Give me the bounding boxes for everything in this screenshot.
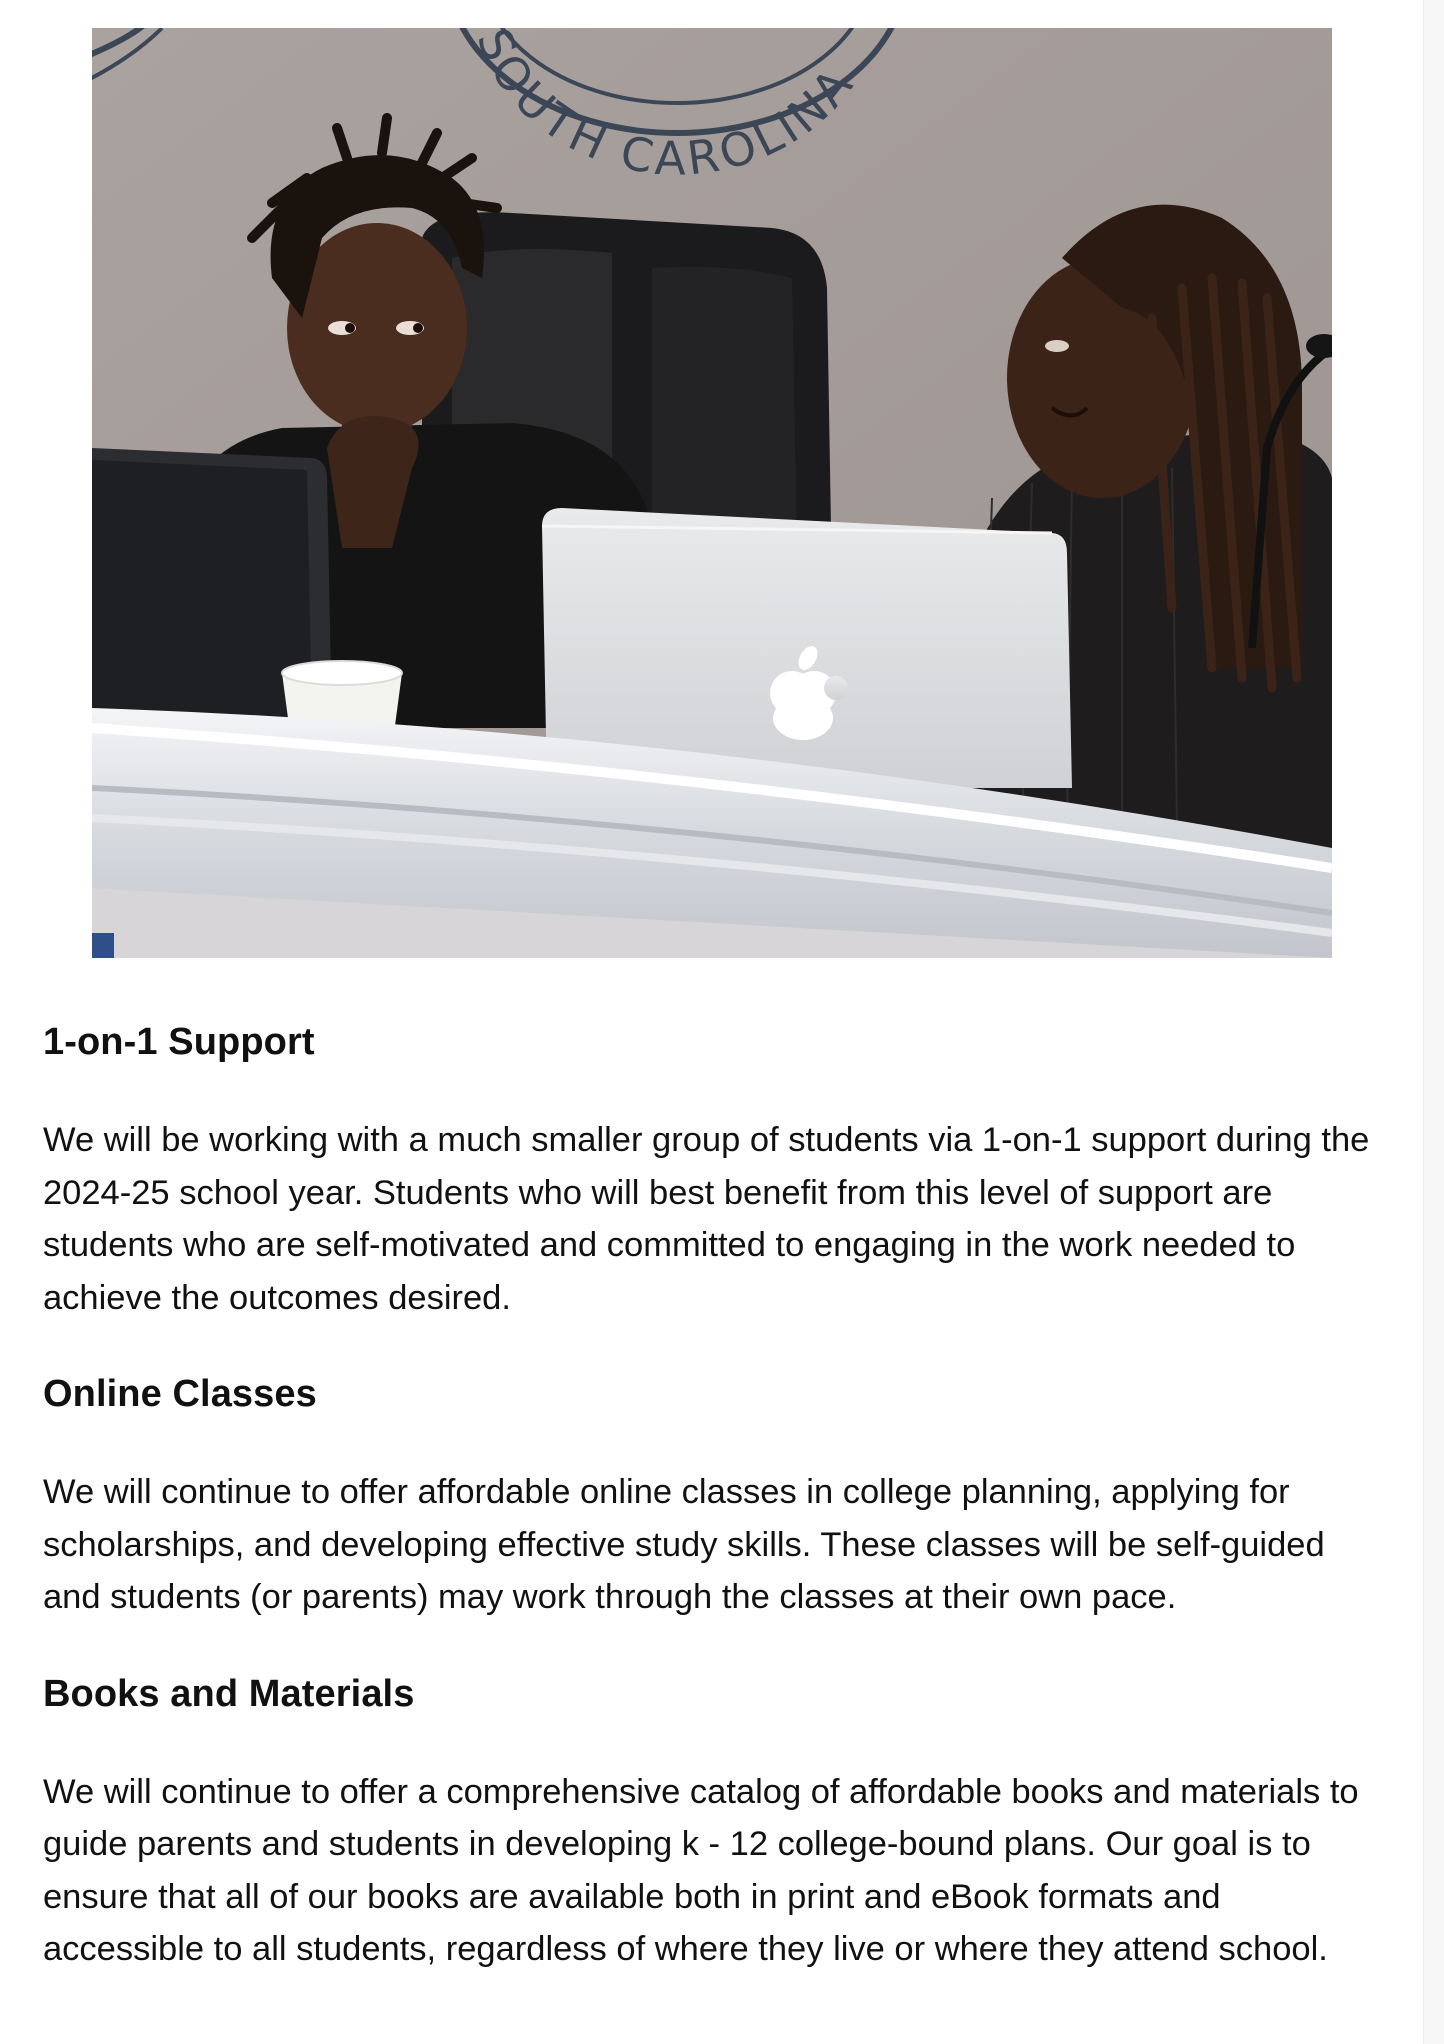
section-online-classes	[43, 1362, 1383, 1662]
section-body: We will continue to offer affordable online classes in college planning, applying for scholarships, and developing effective study skills. These classes will be self-guided and students (or parents) may work through the classes at their own pace.	[43, 1473, 1325, 1616]
section-body: We will be working with a much smaller group of students via 1-on-1 support during the 2024-25 school year. Students who will best benefit from this level of support are students who are self-motivated and committed to engaging in the work needed to achieve the outcomes desired.	[43, 1121, 1370, 1317]
section-body: We will continue to offer a comprehensive catalog of affordable books and materials to guide parents and students in developing k - 12 college-bound plans. Our goal is to ensure that all of our books are available both in print and eBook formats and accessible to all students, regardless of where they live or where they attend school.	[43, 1772, 1359, 1968]
section-1on1-support	[43, 1010, 1383, 1362]
section-heading: Books and Materials	[43, 1672, 415, 1715]
hero-photo	[92, 28, 1332, 958]
section-heading: Online Classes	[43, 1373, 317, 1415]
seal-text: SOUTH CAROLINA	[466, 28, 866, 186]
hero-photo-illustration	[92, 28, 1332, 958]
section-books-materials	[43, 1662, 1383, 1976]
scrollbar-track[interactable]	[1423, 0, 1444, 2044]
article-content	[43, 1010, 1383, 1976]
section-heading: 1-on-1 Support	[43, 1021, 315, 1063]
